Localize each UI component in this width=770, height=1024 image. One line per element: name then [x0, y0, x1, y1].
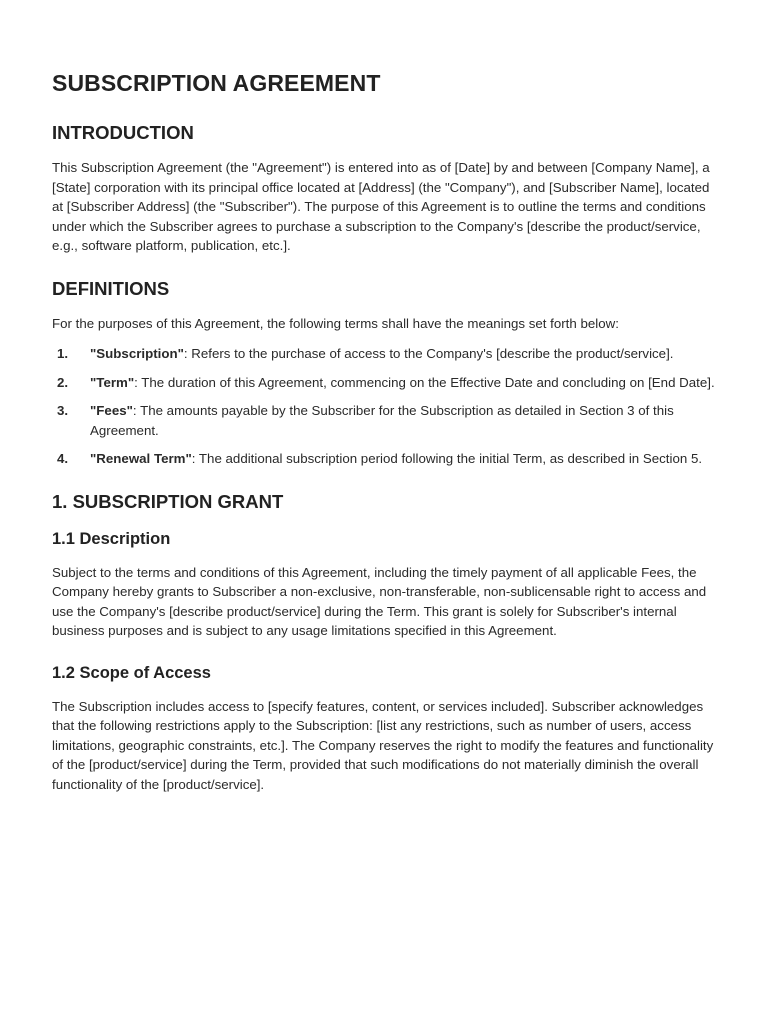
- introduction-heading: INTRODUCTION: [52, 122, 194, 143]
- definition-item: [52, 344, 718, 364]
- definition-item: [52, 373, 718, 393]
- definition-term: "Fees": [90, 403, 133, 418]
- definition-item: [52, 449, 718, 469]
- definition-number: 4.: [57, 451, 69, 466]
- definition-text: : The amounts payable by the Subscriber for the Subscription as detailed in Section 3 of this Agreement.: [90, 403, 674, 438]
- definition-number: 2.: [57, 374, 69, 390]
- description-text: Subject to the terms and conditions of this Agreement, including the timely payment of all applicable Fees, the Company hereby grants to Subscriber a non-exclusive, non-transferable, non-sublicensable right to access and use the Company's [describe product/service] during the Term. This grant is solely for Subscriber's internal business purposes and is subject to any usage limitations specified in this Agreement.: [52, 564, 707, 638]
- definition-term: "Term": [90, 374, 135, 390]
- description-heading: 1.1 Description: [52, 529, 171, 548]
- definition-number: 3.: [57, 403, 69, 418]
- definitions-intro: For the purposes of this Agreement, the following terms shall have the meanings set forth below:: [52, 315, 619, 331]
- definition-item: [52, 401, 718, 440]
- definition-text: : The duration of this Agreement, commencing on the Effective Date and concluding on [End Date].: [134, 374, 715, 390]
- definitions-section: [52, 278, 718, 469]
- description-subsection: [52, 530, 718, 641]
- scope-subsection: [52, 664, 718, 795]
- definition-text: : The additional subscription period following the initial Term, as described in Section 5.: [191, 451, 703, 466]
- document-title: SUBSCRIPTION AGREEMENT: [52, 70, 381, 96]
- scope-text: The Subscription includes access to [specify features, content, or services included]. Subscriber acknowledges that the following restrictions apply to the Subscription: [list any restrictions, such as number of users, access limitations, geographic constraints, etc.]. The Company reserves the right to modify the features and functionality of the [product/service] during the Term, provided that such modifications do not materially diminish the overall functionality of the [product/service].: [52, 698, 714, 792]
- subscription-grant-heading: 1. SUBSCRIPTION GRANT: [52, 490, 284, 512]
- definition-term: "Renewal Term": [90, 451, 192, 466]
- definition-term: "Subscription": [90, 346, 184, 361]
- definitions-list: [52, 344, 718, 469]
- introduction-text: This Subscription Agreement (the "Agreement") is entered into as of [Date] by and between [Company Name], a [State] corporation with its principal office located at [Address] (the "Company"), and [Subscriber Name], located at [Subscriber Address] (the "Subscriber"). The purpose of this Agreement is to outline the terms and conditions under which the Subscriber agrees to purchase a subscription to the Company's [describe the product/service, e.g., software platform, publication, etc.].: [52, 160, 710, 253]
- definitions-heading: DEFINITIONS: [52, 277, 170, 299]
- definition-number: 1.: [57, 346, 69, 361]
- scope-heading: 1.2 Scope of Access: [52, 663, 211, 682]
- introduction-section: [52, 122, 718, 256]
- subscription-grant-section: [52, 491, 718, 795]
- definition-text: : Refers to the purchase of access to the Company's [describe the product/service].: [183, 346, 674, 361]
